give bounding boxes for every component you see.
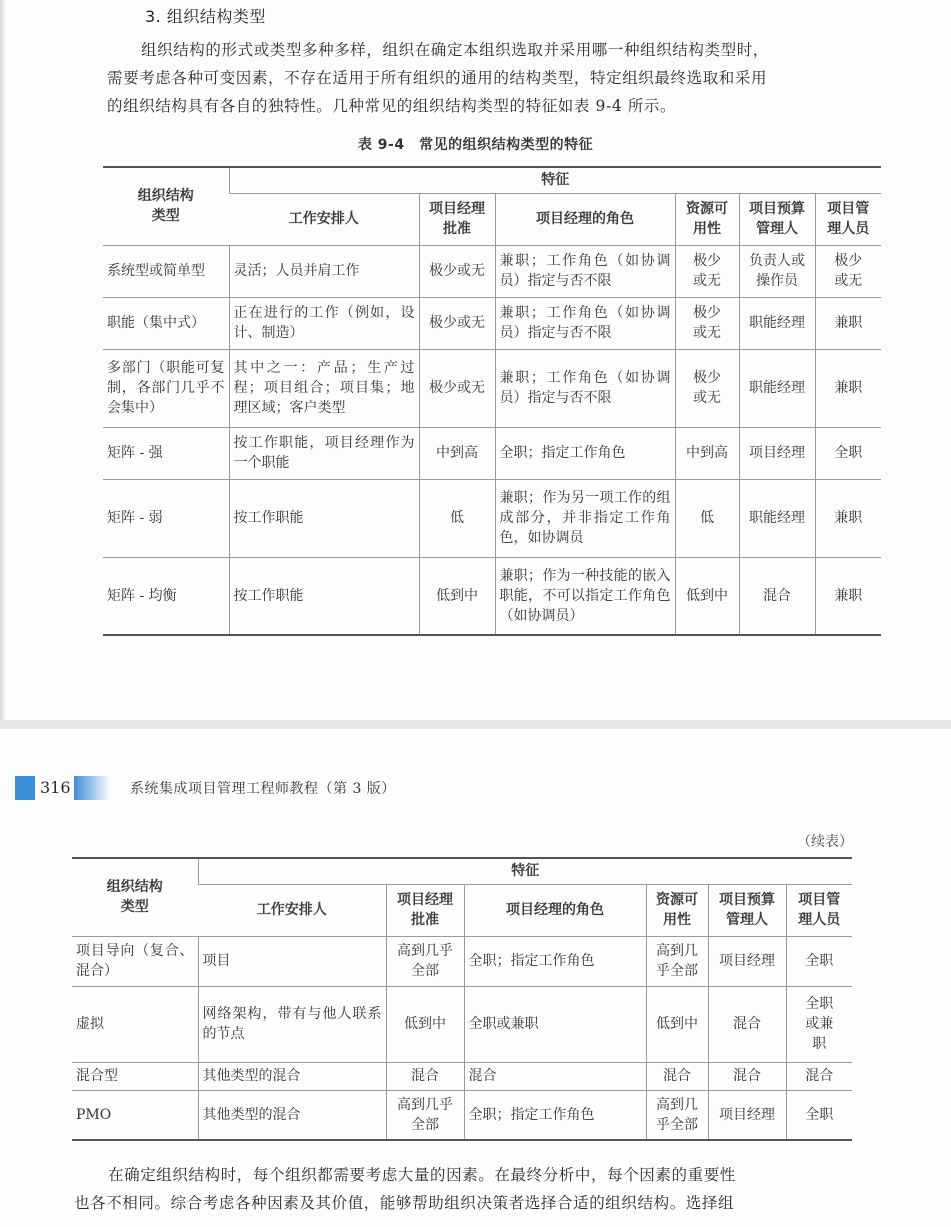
cell: 全职；指定工作角色	[495, 427, 675, 479]
cell: 极少或无	[419, 349, 495, 427]
header-group: 特征	[198, 858, 852, 884]
table-row	[72, 936, 852, 986]
cell: 多部门（职能可复制，各部门几乎不会集中）	[103, 349, 229, 427]
cell: 负责人或操作员	[739, 245, 815, 297]
org-structure-table	[103, 166, 881, 636]
cell: 混合	[386, 1062, 464, 1090]
table-row	[103, 349, 881, 427]
page-marker-gradient	[74, 776, 110, 800]
cell: 兼职	[815, 297, 881, 349]
continued-label: （续表）	[797, 834, 853, 850]
cell: 矩阵 - 均衡	[103, 557, 229, 635]
cell: 高到几乎全部	[646, 1090, 708, 1140]
cell: 极少或无	[815, 245, 881, 297]
cell: 职能（集中式）	[103, 297, 229, 349]
book-page-bottom	[0, 729, 951, 1227]
cell: 混合	[464, 1062, 646, 1090]
page-marker-block	[15, 776, 35, 800]
cell: 按工作职能	[229, 557, 419, 635]
cell: 混合型	[72, 1062, 198, 1090]
page-edge-shadow	[0, 0, 6, 720]
cell: 全职	[786, 936, 852, 986]
cell: 系统型或简单型	[103, 245, 229, 297]
header-column: 项目预算管理人	[708, 884, 786, 936]
cell: 中到高	[419, 427, 495, 479]
cell: 矩阵 - 弱	[103, 479, 229, 557]
table-row	[72, 1090, 852, 1140]
cell: 中到高	[675, 427, 739, 479]
cell: 兼职；作为另一项工作的组成部分，并非指定工作角色，如协调员	[495, 479, 675, 557]
table-row	[103, 557, 881, 635]
cell: 其他类型的混合	[198, 1090, 386, 1140]
cell: 全职或兼职	[786, 986, 852, 1062]
header-column: 项目经理批准	[419, 193, 495, 245]
cell: 兼职	[815, 349, 881, 427]
cell: 全职；指定工作角色	[464, 936, 646, 986]
cell: 极少或无	[419, 297, 495, 349]
header-column: 项目管理人员	[786, 884, 852, 936]
header-column: 项目经理批准	[386, 884, 464, 936]
cell: 高到几乎全部	[646, 936, 708, 986]
paragraph-line: 在确定组织结构时，每个组织都需要考虑大量的因素。在最终分析中，每个因素的重要性	[108, 1166, 736, 1184]
cell: 极少或无	[675, 245, 739, 297]
header-column: 资源可用性	[646, 884, 708, 936]
cell: 低到中	[675, 557, 739, 635]
cell: 其中之一：产品；生产过程；项目组合；项目集；地理区域；客户类型	[229, 349, 419, 427]
paragraph-line: 也各不相同。综合考虑各种因素及其价值，能够帮助组织决策者选择合适的组织结构。选择组	[74, 1194, 735, 1212]
table-row	[103, 479, 881, 557]
cell: 混合	[786, 1062, 852, 1090]
table-row	[103, 427, 881, 479]
header-column: 项目经理的角色	[464, 884, 646, 936]
cell: 矩阵 - 强	[103, 427, 229, 479]
cell: 低到中	[386, 986, 464, 1062]
cell: 低到中	[646, 986, 708, 1062]
running-title: 系统集成项目管理工程师教程（第 3 版）	[130, 781, 396, 797]
cell: 兼职；工作角色（如协调员）指定与否不限	[495, 297, 675, 349]
cell: 极少或无	[675, 297, 739, 349]
org-structure-table-continued	[72, 857, 852, 1141]
paragraph-line: 的组织结构具有各自的独特性。几种常见的组织结构类型的特征如表 9-4 所示。	[107, 97, 677, 115]
table-row	[72, 986, 852, 1062]
cell: 兼职；工作角色（如协调员）指定与否不限	[495, 245, 675, 297]
cell: 灵活；人员并肩工作	[229, 245, 419, 297]
cell: 低	[419, 479, 495, 557]
table-caption: 表 9-4 常见的组织结构类型的特征	[357, 137, 594, 153]
cell: 兼职	[815, 557, 881, 635]
table-row	[103, 297, 881, 349]
header-type: 组织结构类型	[72, 858, 198, 936]
paragraph-line: 需要考虑各种可变因素，不存在适用于所有组织的通用的结构类型，特定组织最终选取和采用	[107, 69, 768, 87]
cell: 兼职；作为一种技能的嵌入职能，不可以指定工作角色（如协调员）	[495, 557, 675, 635]
cell: 低到中	[419, 557, 495, 635]
table-row	[103, 245, 881, 297]
cell: 混合	[708, 986, 786, 1062]
header-column: 资源可用性	[675, 193, 739, 245]
cell: 高到几乎全部	[386, 936, 464, 986]
header-column: 项目预算管理人	[739, 193, 815, 245]
intro-paragraph	[107, 36, 887, 120]
header-column: 工作安排人	[229, 193, 419, 245]
cell: 极少或无	[419, 245, 495, 297]
cell: 其他类型的混合	[198, 1062, 386, 1090]
cell: 项目经理	[708, 936, 786, 986]
cell: 网络架构，带有与他人联系的节点	[198, 986, 386, 1062]
cell: 项目导向（复合、混合）	[72, 936, 198, 986]
cell: 兼职	[815, 479, 881, 557]
cell: 兼职；工作角色（如协调员）指定与否不限	[495, 349, 675, 427]
closing-paragraph	[74, 1161, 854, 1217]
cell: 极少或无	[675, 349, 739, 427]
cell: 按工作职能，项目经理作为一个职能	[229, 427, 419, 479]
header-column: 工作安排人	[198, 884, 386, 936]
section-heading: 3. 组织结构类型	[145, 7, 266, 26]
header-column: 项目管理人员	[815, 193, 881, 245]
cell: 混合	[708, 1062, 786, 1090]
page-number: 316	[40, 778, 71, 797]
cell: 正在进行的工作（例如，设计、制造）	[229, 297, 419, 349]
cell: 全职；指定工作角色	[464, 1090, 646, 1140]
cell: 全职	[815, 427, 881, 479]
cell: 项目经理	[708, 1090, 786, 1140]
cell: 职能经理	[739, 349, 815, 427]
cell: 按工作职能	[229, 479, 419, 557]
cell: 全职	[786, 1090, 852, 1140]
cell: 全职或兼职	[464, 986, 646, 1062]
cell: 高到几乎全部	[386, 1090, 464, 1140]
cell: PMO	[72, 1090, 198, 1140]
cell: 职能经理	[739, 479, 815, 557]
header-type: 组织结构类型	[103, 167, 229, 245]
table-row	[72, 1062, 852, 1090]
cell: 混合	[646, 1062, 708, 1090]
cell: 项目	[198, 936, 386, 986]
cell: 职能经理	[739, 297, 815, 349]
paragraph-line: 组织结构的形式或类型多种多样，组织在确定本组织选取并采用哪一种组织结构类型时，	[141, 41, 769, 59]
header-group: 特征	[229, 167, 881, 193]
header-column: 项目经理的角色	[495, 193, 675, 245]
cell: 虚拟	[72, 986, 198, 1062]
cell: 项目经理	[739, 427, 815, 479]
cell: 混合	[739, 557, 815, 635]
cell: 低	[675, 479, 739, 557]
